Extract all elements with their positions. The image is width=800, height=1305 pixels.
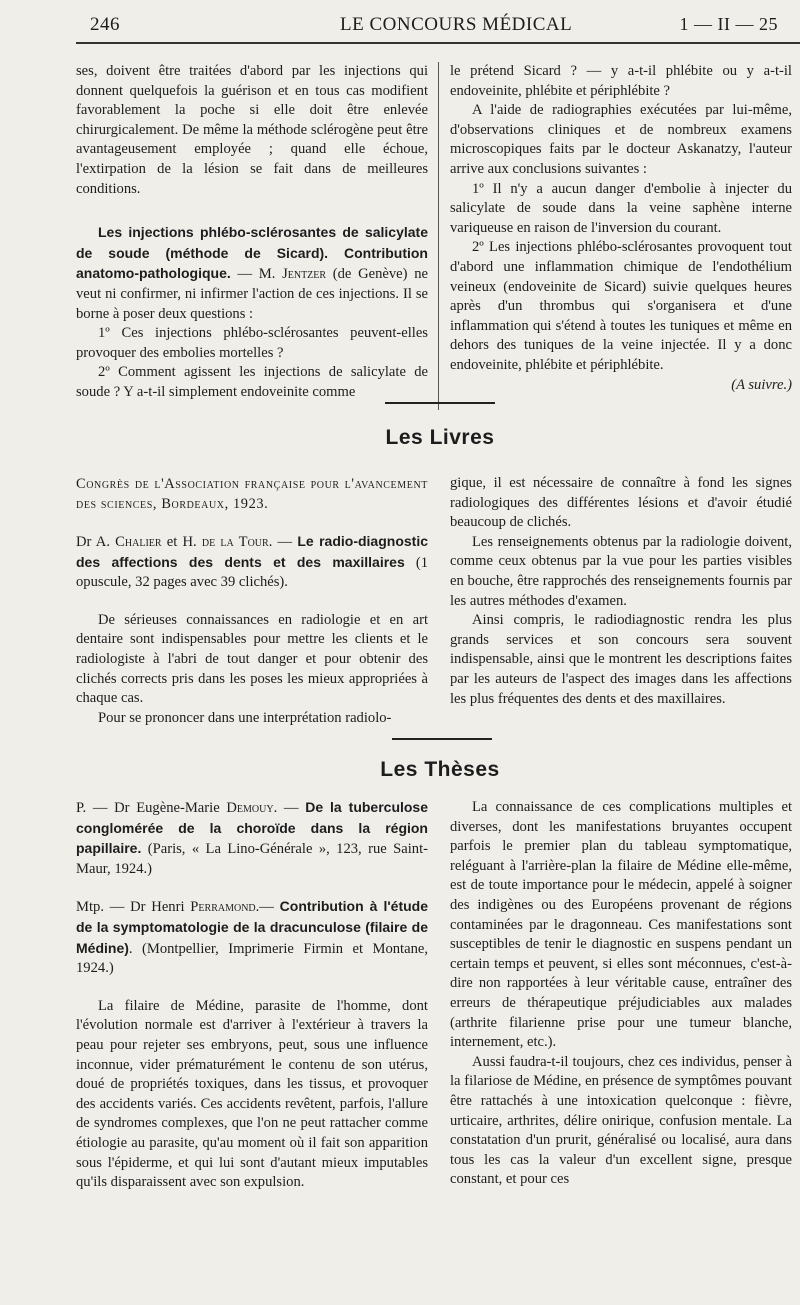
livres-right-column	[450, 474, 792, 709]
paragraph: A l'aide de radiographies exécutées par lui-même, d'observations cliniques et de nombreux examens microscopiques faits par le docteur Askanatzy, l'auteur arrive aux conclusions suivantes :	[450, 102, 792, 177]
livres-left-column	[76, 474, 428, 728]
theses-left-column	[76, 798, 428, 1193]
theses-right-column	[450, 798, 792, 1190]
paragraph: ses, doivent être traitées d'abord par les injections qui donnent quelquefois la guérison et en tous cas modifient favorablement la poche si elle doit être enlevée chirurgicalement. De même la méthode sclérogène peut être avantageusement employée ; quand elle échoue, l'extirpation de la lésion se fait dans de meilleures conditions.	[76, 63, 428, 197]
top-left-column	[76, 62, 428, 403]
paragraph: gique, il est nécessaire de connaître à fond les signes radiologiques des différentes lésions et d'avoir étudié beaucoup de clichés.	[450, 475, 792, 531]
paragraph: Pour se prononcer dans une interprétation radiolo-	[98, 709, 392, 726]
paragraph: Aussi faudra-t-il toujours, chez ces individus, penser à la filariose de Médine, en présence de symptômes pouvant être rattachés à une intoxication quelconque : fièvre, urticaire, arthrites, délire onirique, confusion mentale. La constatation d'un prurit, généralisé ou localisé, aura dans tous les cas la valeur d'un excellent signe, presque constant, et pour ces	[450, 1053, 792, 1188]
to-follow-note: (A suivre.)	[731, 376, 792, 393]
top-right-column	[450, 62, 792, 395]
paragraph: Les renseignements obtenus par la radiologie doivent, comme ceux obtenus par la vue pour les parties visibles en bouche, être rapprochés des renseignements fournis par les autres méthodes d'examen.	[450, 533, 792, 609]
header-rule	[76, 42, 800, 44]
section-title-theses: Les Thèses	[380, 758, 500, 781]
column-divider	[438, 62, 439, 410]
paragraph: le prétend Sicard ? — y a-t-il phlébite ou y a-t-il endoveinite, phlébite et périphlébite ?	[450, 63, 792, 99]
section-rule	[385, 402, 495, 404]
book-reference: Dr A. Chalier et H. de la Tour. — Le radio-diagnostic des affections des dents et des maxillaires (1 opuscule, 32 pages avec 39 clichés).	[76, 533, 428, 591]
issue-date: 1 — II — 25	[679, 14, 778, 34]
question-1: 1º Ces injections phlébo-sclérosantes peuvent-elles provoquer des embolies mortelles ?	[76, 325, 428, 361]
page-number: 246	[90, 14, 120, 35]
article-heading: Les injections phlébo-sclérosantes de salicylate de soude (méthode de Sicard). Contribution anatomo-pathologique. — M. Jentzer (de Genève) ne veut ni confirmer, ni infirmer l'action de ces injections. Il se borne à poser deux questions :	[76, 224, 428, 322]
paragraph: La filaire de Médine, parasite de l'homme, dont l'évolution normale est d'arriver à l'extérieur à travers la peau pour rejeter ses embryons, peut, sous une influence inconnue, vider prématurément le contenu de son utérus, doué de propriétés toxiques, dans les tissus, et provoquer des accidents variés. Ces accidents revêtent, parfois, l'allure de syndromes complexes, que l'on ne peut rattacher comme étiologie au parasite, qu'au moment où il fait son apparition sous l'épiderme, et qui lui sont d'autant mieux imputables qu'ils disparaissent avec son expulsion.	[76, 997, 428, 1191]
paragraph: Ainsi compris, le radiodiagnostic rendra les plus grands services et son concours sera souvent indispensable, ainsi que le montrent les descriptions faites par les auteurs de l'aspect des images dans les affections les plus fréquentes des dents et des maxillaires.	[450, 612, 792, 707]
running-header	[70, 14, 786, 40]
paragraph: La connaissance de ces complications multiples et diverses, dont les manifestations bruyantes occupent parfois le premier plan du tableau symptomatique, reléguant à l'arrière-plan la filaire de Médine elle-même, est de toute importance pour le médecin, appelé à soigner des indigènes ou des Européens provenant de régions contaminées par le dragonneau. Ces manifestations sont susceptibles de tenir le diagnostic en suspens pendant un certain temps et peuvent, si elles sont méconnues, c'est-à-dire non rapportées à leur véritable cause, entraîner des erreurs de thérapeutique préjudiciables aux malades (arthrite filarienne prise pour une tumeur blanche, internement, etc.).	[450, 799, 792, 1051]
section-title-livres: Les Livres	[385, 426, 495, 449]
journal-title: LE CONCOURS MÉDICAL	[340, 14, 573, 35]
thesis-reference-1: P. — Dr Eugène-Marie Demouy. — De la tuberculose conglomérée de la choroïde dans la région papillaire. (Paris, « La Lino-Générale », 123, rue Saint-Maur, 1924.)	[76, 799, 429, 877]
paragraph: De sérieuses connaissances en radiologie et en art dentaire sont indispensables pour mettre les clients et le radiologiste à l'abri de tout danger et pour obtenir des clichés corrects pris dans les poses les mieux appropriées à chaque cas.	[76, 611, 428, 707]
section-rule	[392, 738, 492, 740]
thesis-reference-2: Mtp. — Dr Henri Perramond.— Contribution à l'étude de la symptomatologie de la dracunculose (filaire de Médine). (Montpellier, Imprimerie Firmin et Montane, 1924.)	[76, 898, 428, 977]
conclusion-2: 2º Les injections phlébo-sclérosantes provoquent tout d'abord une inflammation chimique de l'endothélium veineux (endoveinite de Sicard) suivie quelques heures après d'un thrombus qui s'organisera et d'une inflammation qui s'étend à toutes les tuniques et même en dehors des tuniques de la veine injectée. Il y a donc endoveinite, phlébite et périphlébite.	[450, 239, 792, 373]
congress-reference: Congrès de l'Association française pour l'avancement des sciences, Bordeaux, 1923.	[76, 476, 428, 512]
conclusion-1: 1º Il n'y a aucun danger d'embolie à injecter du salicylate de soude dans la veine saphène interne variqueuse en raison de l'inversion du courant.	[450, 180, 792, 236]
question-2: 2º Comment agissent les injections de salicylate de soude ? Y a-t-il simplement endoveinite comme	[76, 364, 428, 400]
